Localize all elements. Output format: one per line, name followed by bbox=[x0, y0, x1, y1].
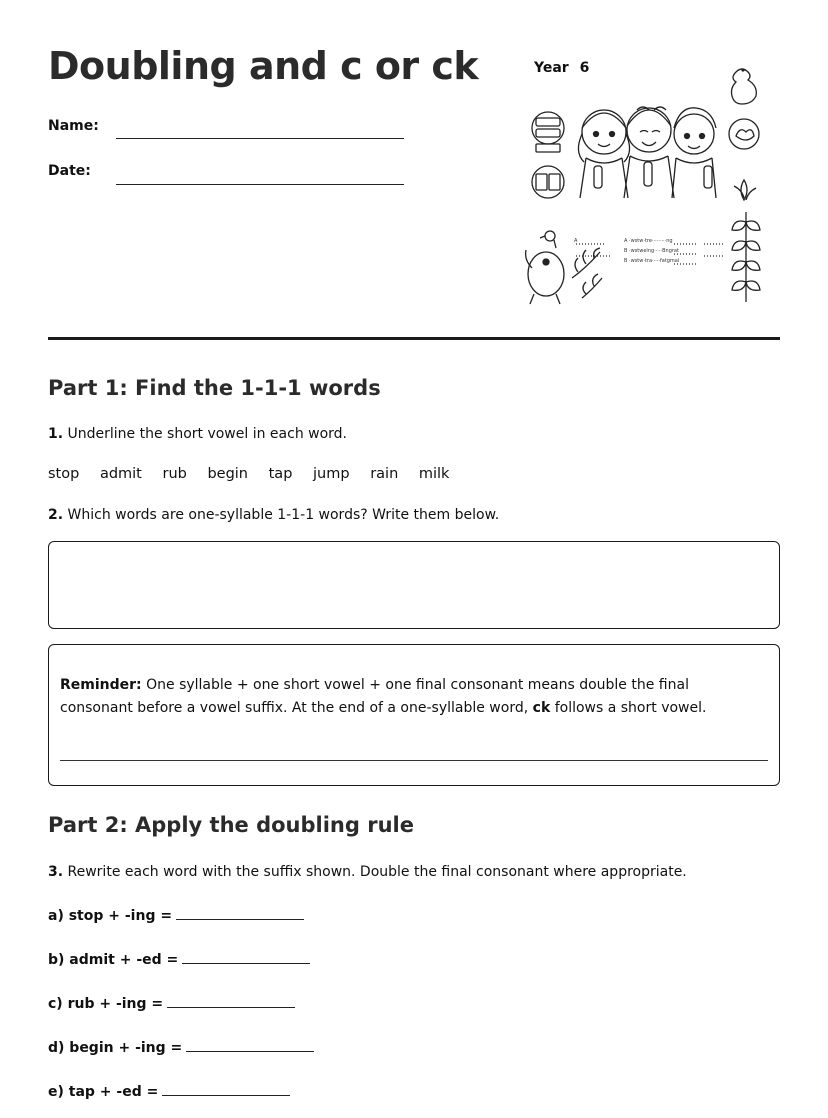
exercise-prompt: e) tap + -ed = bbox=[48, 1084, 159, 1100]
exercise-prompt: c) rub + -ing = bbox=[48, 996, 164, 1012]
answer-box[interactable] bbox=[48, 541, 780, 629]
reminder-write-line[interactable] bbox=[60, 760, 768, 761]
date-label: Date: bbox=[48, 163, 91, 179]
exercise-item bbox=[48, 1083, 290, 1100]
word-item[interactable]: stop bbox=[48, 466, 80, 482]
reminder-body-1: One syllable + one short vowel + one final consonant means double the final consonant before a vowel suffix. At the end of a one-syllable word, bbox=[60, 677, 689, 716]
question-2 bbox=[48, 507, 499, 523]
answer-blank[interactable] bbox=[176, 907, 304, 920]
word-item[interactable]: rub bbox=[162, 466, 187, 482]
reminder-bold-word: ck bbox=[532, 700, 551, 716]
exercise-prompt: d) begin + -ing = bbox=[48, 1040, 183, 1056]
exercise-item bbox=[48, 951, 310, 968]
word-item[interactable]: tap bbox=[268, 466, 293, 482]
question-3-text: Rewrite each word with the suffix shown. Double the final consonant where appropriate. bbox=[67, 864, 687, 880]
answer-blank[interactable] bbox=[167, 995, 295, 1008]
illustration-line-2: B ·wstweing·····Bngrat bbox=[624, 248, 679, 254]
illustration-line-1-left: A bbox=[574, 238, 578, 244]
exercise-prompt: a) stop + -ing = bbox=[48, 908, 173, 924]
question-2-text: Which words are one-syllable 1-1-1 words? Write them below. bbox=[67, 507, 500, 523]
reminder-body-2: follows a short vowel. bbox=[554, 700, 707, 716]
question-1-number: 1. bbox=[48, 426, 64, 442]
name-label: Name: bbox=[48, 118, 99, 134]
answer-blank[interactable] bbox=[162, 1083, 290, 1096]
answer-blank[interactable] bbox=[186, 1039, 314, 1052]
exercise-item bbox=[48, 907, 304, 924]
word-item[interactable]: rain bbox=[370, 466, 399, 482]
header-divider bbox=[48, 337, 780, 340]
question-2-number: 2. bbox=[48, 507, 64, 523]
question-1-text: Underline the short vowel in each word. bbox=[67, 426, 348, 442]
word-item[interactable]: admit bbox=[99, 466, 142, 482]
bird-icon bbox=[732, 69, 757, 104]
children-illustration bbox=[524, 62, 774, 310]
date-field[interactable] bbox=[116, 184, 404, 185]
question-3-number: 3. bbox=[48, 864, 64, 880]
exercise-prompt: b) admit + -ed = bbox=[48, 952, 179, 968]
word-item[interactable]: milk bbox=[418, 466, 450, 482]
year-label: Year 6 bbox=[534, 60, 590, 76]
word-list bbox=[48, 466, 465, 482]
exercise-item bbox=[48, 995, 295, 1012]
illustration-line-1: A ·wstw·tre·········ng bbox=[624, 238, 673, 244]
exercise-item bbox=[48, 1039, 314, 1056]
illustration-line-3: B ·wstw·tra·····fatgmal bbox=[624, 258, 680, 264]
reminder-text bbox=[60, 674, 760, 720]
reminder-label: Reminder: bbox=[60, 677, 142, 693]
name-field[interactable] bbox=[116, 138, 404, 139]
part1-heading: Part 1: Find the 1-1-1 words bbox=[48, 376, 381, 400]
question-3 bbox=[48, 864, 687, 880]
worksheet-title: Doubling and c or ck bbox=[48, 44, 479, 88]
part2-heading: Part 2: Apply the doubling rule bbox=[48, 813, 414, 837]
word-item[interactable]: jump bbox=[313, 466, 350, 482]
answer-blank[interactable] bbox=[182, 951, 310, 964]
question-1 bbox=[48, 426, 347, 442]
word-item[interactable]: begin bbox=[207, 466, 249, 482]
